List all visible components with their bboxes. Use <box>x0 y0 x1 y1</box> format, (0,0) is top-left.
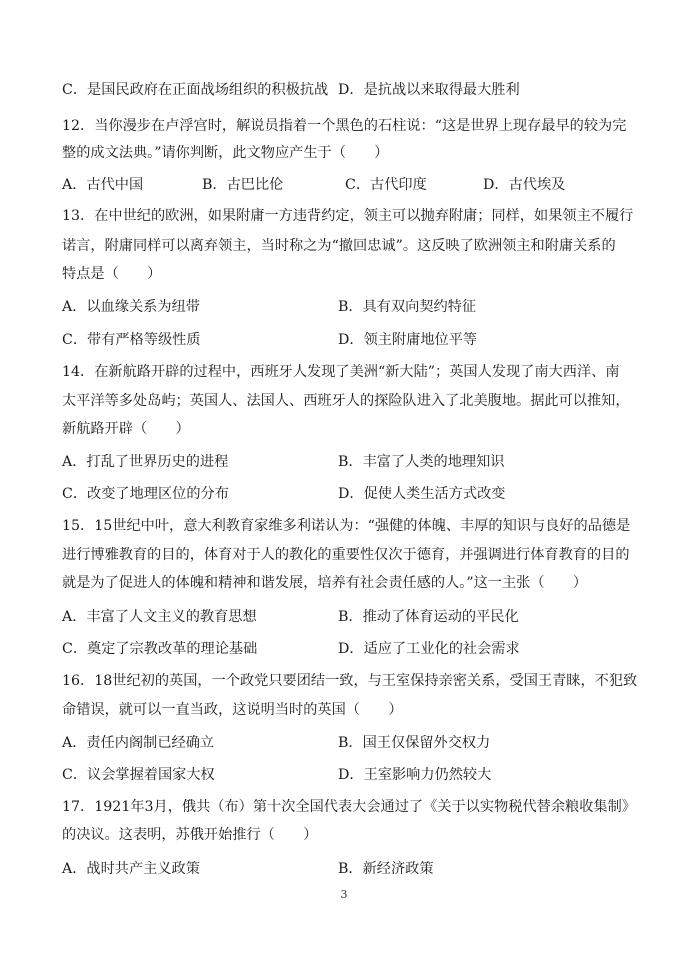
answer-option: C．奠定了宗教改革的理论基础 <box>62 641 258 657</box>
question-text-line: 特点是（ ） <box>62 266 162 282</box>
answer-option: A．责任内阁制已经确立 <box>62 735 215 751</box>
answer-option: C．议会掌握着国家大权 <box>62 767 215 783</box>
question-text-line: 诺言，附庸同样可以离弃领主，当时称之为“撤回忠诚”。这反映了欧洲领主和附庸关系的 <box>62 238 616 254</box>
answer-option: D．促使人类生活方式改变 <box>338 486 506 502</box>
answer-option: C．是国民政府在正面战场组织的积极抗战 <box>62 82 329 98</box>
answer-option: B．丰富了人类的地理知识 <box>338 454 505 470</box>
question-text-line: 16．18世纪初的英国，一个政党只要团结一致，与王室保持亲密关系，受国王青睐，不犯致 <box>62 673 638 689</box>
answer-option: A．丰富了人文主义的教育思想 <box>62 609 257 625</box>
answer-option: C．改变了地理区位的分布 <box>62 486 229 502</box>
question-text-line: 12．当你漫步在卢浮宫时，解说员指着一个黑色的石柱说：“这是世界上现存最早的较为完 <box>62 118 627 134</box>
answer-option: A．古代中国 <box>62 177 144 193</box>
answer-option: D．领主附庸地位平等 <box>338 332 478 348</box>
answer-option: D．古代埃及 <box>483 177 566 193</box>
question-text-line: 13．在中世纪的欧洲，如果附庸一方违背约定，领主可以抛弃附庸；同样，如果领主不履行 <box>62 208 634 224</box>
answer-option: A．战时共产主义政策 <box>62 861 200 877</box>
question-text-line: 的决议。这表明，苏俄开始推行（ ） <box>62 827 318 843</box>
page-number: 3 <box>340 888 348 901</box>
question-text-line: 就是为了促进人的体魄和精神和谐发展，培养有社会责任感的人。”这一主张（ ） <box>62 575 588 591</box>
question-text-line: 整的成文法典。”请你判断，此文物应产生于（ ） <box>62 145 389 161</box>
answer-option: D．是抗战以来取得最大胜利 <box>338 82 520 98</box>
question-text-line: 命错误，就可以一直当政，这说明当时的英国（ ） <box>62 702 403 718</box>
answer-option: A．以血缘关系为纽带 <box>62 299 200 315</box>
question-text-line: 14．在新航路开辟的过程中，西班牙人发现了美洲“新大陆”；英国人发现了南大西洋、南 <box>62 364 620 380</box>
answer-option: B．古巴比伦 <box>202 177 284 193</box>
question-text-line: 进行博雅教育的目的，体育对于人的教化的重要性仅次于德育，并强调进行体育教育的目的 <box>62 547 630 563</box>
answer-option: B．新经济政策 <box>338 861 434 877</box>
answer-option: B．具有双向契约特征 <box>338 299 477 315</box>
answer-option: C．带有严格等级性质 <box>62 332 201 348</box>
question-text-line: 新航路开辟（ ） <box>62 421 190 437</box>
answer-option: B．国王仅保留外交权力 <box>338 735 491 751</box>
question-text-line: 15．15世纪中叶，意大利教育家维多利诺认为：“强健的体魄、丰厚的知识与良好的品德是 <box>62 518 631 534</box>
answer-option: B．推动了体育运动的平民化 <box>338 609 519 625</box>
answer-option: D．王室影响力仍然较大 <box>338 767 492 783</box>
answer-option: D．适应了工业化的社会需求 <box>338 641 520 657</box>
answer-option: C．古代印度 <box>345 177 427 193</box>
answer-option: A．打乱了世界历史的进程 <box>62 454 229 470</box>
question-text-line: 太平洋等多处岛屿；英国人、法国人、西班牙人的探险队进入了北美腹地。据此可以推知， <box>62 393 630 409</box>
question-text-line: 17．1921年3月，俄共（布）第十次全国代表大会通过了《关于以实物税代替余粮收集制》 <box>62 799 636 815</box>
